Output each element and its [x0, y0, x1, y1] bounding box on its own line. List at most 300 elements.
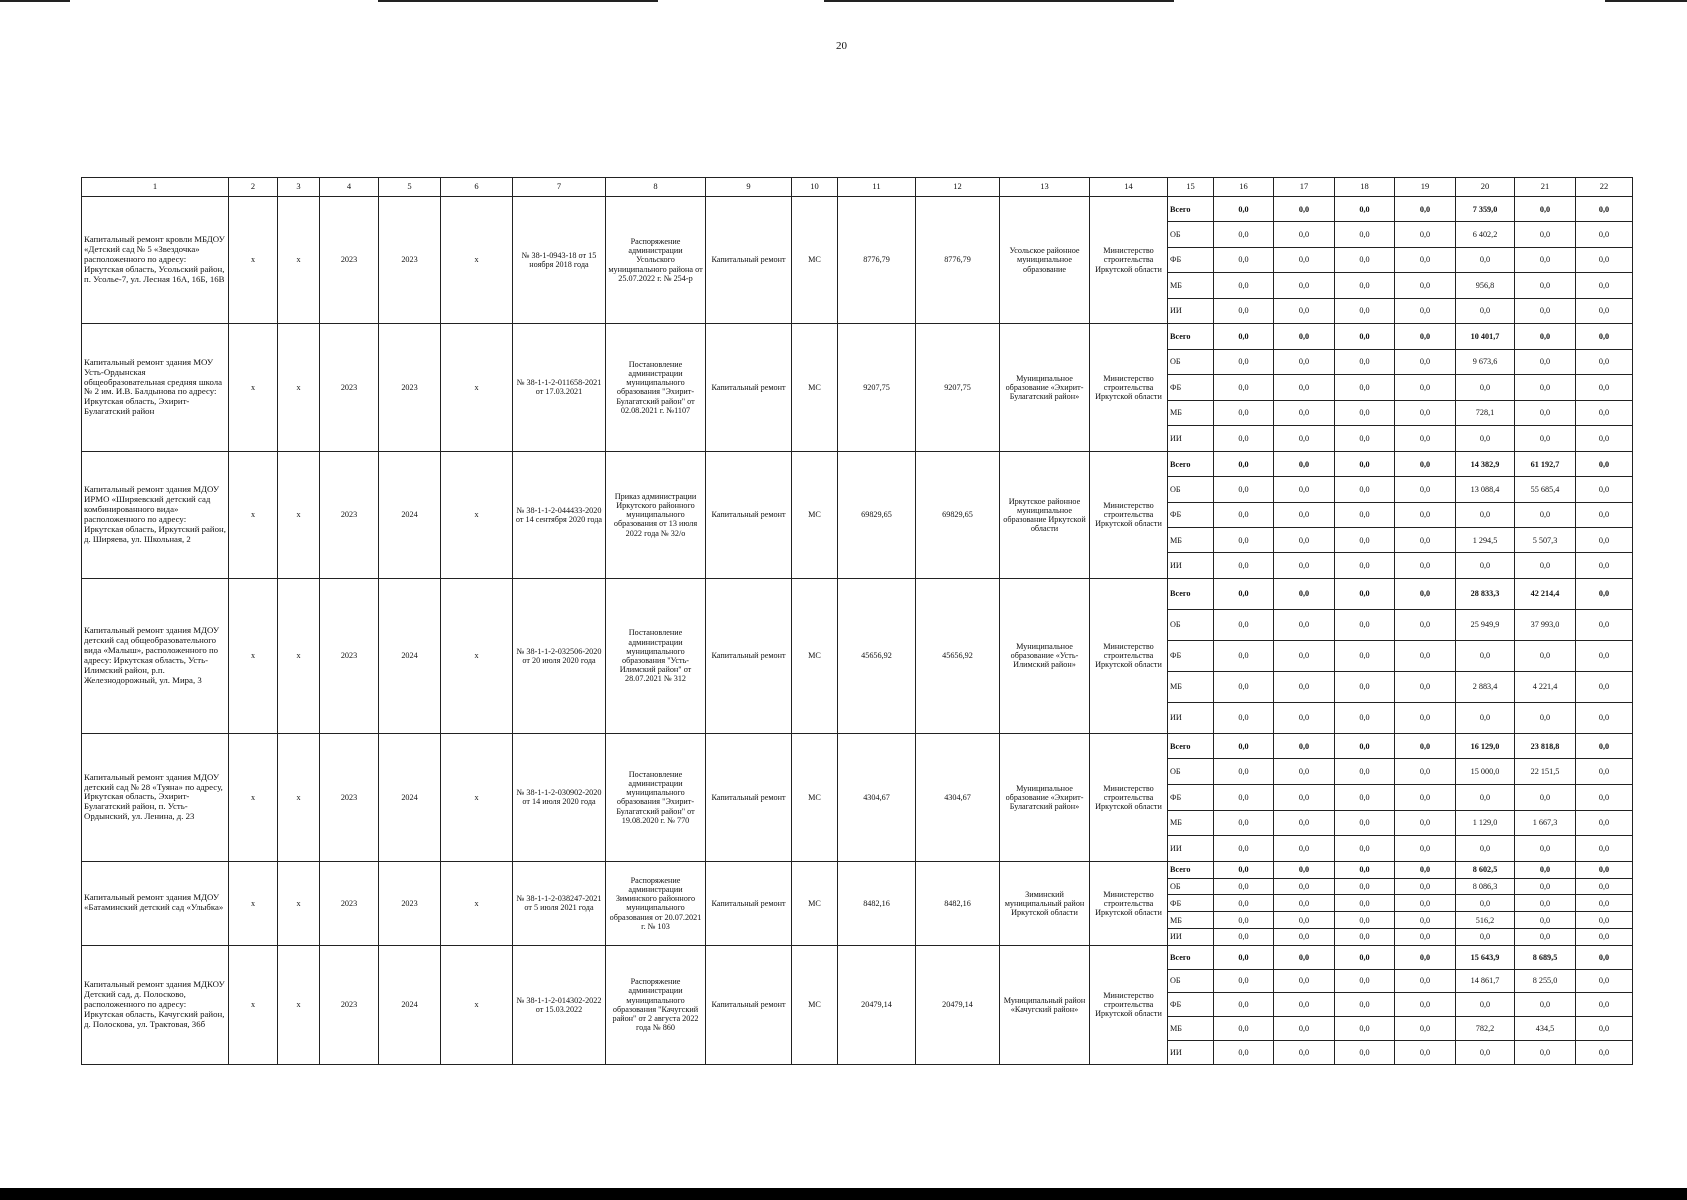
column-number: 8: [606, 178, 706, 197]
amount-cell: 0,0: [1395, 502, 1456, 527]
amount-cell: 0,0: [1214, 945, 1274, 969]
amount-cell: 0,0: [1274, 1041, 1335, 1065]
cell-c10: МС: [792, 197, 838, 324]
amount-cell: 0,0: [1214, 247, 1274, 272]
table-row: [82, 861, 1633, 878]
amount-cell: 0,0: [1274, 861, 1335, 878]
amount-cell: 0,0: [1214, 349, 1274, 375]
cell-c14: Министерство строительства Иркутской области: [1090, 323, 1168, 451]
amount-cell: 0,0: [1214, 528, 1274, 553]
amount-cell: 0,0: [1335, 578, 1395, 609]
amount-cell: 0,0: [1395, 929, 1456, 946]
amount-cell: 0,0: [1395, 810, 1456, 836]
amount-cell: 516,2: [1456, 912, 1515, 929]
cell-c12: 4304,67: [916, 733, 1000, 861]
amount-cell: 0,0: [1274, 993, 1335, 1017]
amount-cell: 0,0: [1214, 400, 1274, 426]
funding-source-cell: МБ: [1168, 671, 1214, 702]
amount-cell: 0,0: [1274, 323, 1335, 349]
cell-c12: 45656,92: [916, 578, 1000, 733]
amount-cell: 0,0: [1335, 477, 1395, 502]
amount-cell: 0,0: [1214, 477, 1274, 502]
amount-cell: 0,0: [1576, 349, 1633, 375]
amount-cell: 0,0: [1576, 993, 1633, 1017]
funding-source-cell: МБ: [1168, 1017, 1214, 1041]
amount-cell: 0,0: [1395, 993, 1456, 1017]
cell-c2: х: [229, 861, 278, 945]
amount-cell: 9 673,6: [1456, 349, 1515, 375]
amount-cell: 0,0: [1214, 861, 1274, 878]
amount-cell: 10 401,7: [1456, 323, 1515, 349]
cell-c8: Распоряжение администрации Усольского муниципального района от 25.07.2022 г. № 254-р: [606, 197, 706, 324]
column-number: 22: [1576, 178, 1633, 197]
amount-cell: 0,0: [1214, 785, 1274, 811]
amount-cell: 0,0: [1576, 426, 1633, 452]
amount-cell: 0,0: [1395, 895, 1456, 912]
amount-cell: 0,0: [1335, 426, 1395, 452]
column-number: 13: [1000, 178, 1090, 197]
object-name-cell: Капитальный ремонт здания МДОУ детский сад общеобразовательного вида «Малыш», расположенного по адресу: Иркутская область, Усть-Илимский район, р.п. Железнодорожный, ул. Мира, 3: [82, 578, 229, 733]
cell-c4: 2023: [320, 323, 379, 451]
table-row: [82, 578, 1633, 609]
cell-c12: 69829,65: [916, 451, 1000, 578]
amount-cell: 25 949,9: [1456, 609, 1515, 640]
amount-cell: 0,0: [1395, 969, 1456, 993]
amount-cell: 1 294,5: [1456, 528, 1515, 553]
amount-cell: 0,0: [1395, 528, 1456, 553]
amount-cell: 0,0: [1576, 640, 1633, 671]
amount-cell: 0,0: [1214, 426, 1274, 452]
amount-cell: 0,0: [1456, 640, 1515, 671]
amount-cell: 0,0: [1576, 528, 1633, 553]
object-name-cell: Капитальный ремонт здания МДОУ ИРМО «Ширяевский детский сад комбинированного вида» расположенного по адресу: Иркутская область, Иркутский район, д. Ширяева, ул. Школьная, 2: [82, 451, 229, 578]
column-number: 10: [792, 178, 838, 197]
cell-c13: Зиминский муниципальный район Иркутской области: [1000, 861, 1090, 945]
amount-cell: 0,0: [1395, 945, 1456, 969]
cell-c11: 20479,14: [838, 945, 916, 1064]
funding-source-cell: ФБ: [1168, 895, 1214, 912]
amount-cell: 0,0: [1576, 759, 1633, 785]
cell-c5: 2024: [379, 945, 441, 1064]
cell-c5: 2024: [379, 451, 441, 578]
amount-cell: 0,0: [1274, 1017, 1335, 1041]
column-number: 7: [513, 178, 606, 197]
amount-cell: 0,0: [1515, 993, 1576, 1017]
cell-c13: Муниципальное образование «Эхирит-Булагатский район»: [1000, 733, 1090, 861]
amount-cell: 0,0: [1274, 929, 1335, 946]
amount-cell: 0,0: [1214, 553, 1274, 578]
amount-cell: 8 086,3: [1456, 878, 1515, 895]
funding-source-cell: ФБ: [1168, 640, 1214, 671]
amount-cell: 0,0: [1395, 733, 1456, 759]
amount-cell: 0,0: [1395, 861, 1456, 878]
cell-c10: МС: [792, 323, 838, 451]
cell-c9: Капитальный ремонт: [706, 197, 792, 324]
amount-cell: 0,0: [1274, 502, 1335, 527]
amount-cell: 4 221,4: [1515, 671, 1576, 702]
cell-c6: х: [441, 945, 513, 1064]
amount-cell: 0,0: [1274, 273, 1335, 298]
amount-cell: 0,0: [1456, 247, 1515, 272]
amount-cell: 0,0: [1395, 785, 1456, 811]
amount-cell: 0,0: [1274, 702, 1335, 733]
scan-bottom-edge: [0, 1188, 1687, 1200]
amount-cell: 0,0: [1456, 836, 1515, 862]
amount-cell: 0,0: [1274, 375, 1335, 401]
amount-cell: 28 833,3: [1456, 578, 1515, 609]
amount-cell: 0,0: [1515, 895, 1576, 912]
amount-cell: 0,0: [1576, 609, 1633, 640]
amount-cell: 0,0: [1576, 895, 1633, 912]
cell-c3: х: [278, 197, 320, 324]
amount-cell: 0,0: [1515, 323, 1576, 349]
amount-cell: 0,0: [1456, 298, 1515, 323]
amount-cell: 0,0: [1214, 298, 1274, 323]
amount-cell: 0,0: [1214, 836, 1274, 862]
amount-cell: 0,0: [1576, 945, 1633, 969]
cell-c2: х: [229, 733, 278, 861]
cell-c13: Иркутское районное муниципальное образование Иркутской области: [1000, 451, 1090, 578]
amount-cell: 6 402,2: [1456, 222, 1515, 247]
funding-table: [81, 177, 1633, 1065]
amount-cell: 0,0: [1214, 197, 1274, 222]
amount-cell: 0,0: [1274, 640, 1335, 671]
amount-cell: 0,0: [1274, 836, 1335, 862]
amount-cell: 8 602,5: [1456, 861, 1515, 878]
cell-c11: 9207,75: [838, 323, 916, 451]
amount-cell: 0,0: [1214, 578, 1274, 609]
cell-c8: Распоряжение администрации муниципального образования "Качугский район" от 2 августа 2022 года № 860: [606, 945, 706, 1064]
amount-cell: 0,0: [1576, 1041, 1633, 1065]
column-number: 11: [838, 178, 916, 197]
amount-cell: 0,0: [1576, 912, 1633, 929]
amount-cell: 0,0: [1456, 426, 1515, 452]
amount-cell: 0,0: [1576, 375, 1633, 401]
cell-c14: Министерство строительства Иркутской области: [1090, 451, 1168, 578]
amount-cell: 0,0: [1335, 1017, 1395, 1041]
funding-source-cell: ФБ: [1168, 502, 1214, 527]
cell-c2: х: [229, 197, 278, 324]
amount-cell: 0,0: [1395, 197, 1456, 222]
amount-cell: 0,0: [1515, 861, 1576, 878]
cell-c12: 9207,75: [916, 323, 1000, 451]
funding-source-cell: ИИ: [1168, 836, 1214, 862]
funding-source-cell: ОБ: [1168, 222, 1214, 247]
cell-c4: 2023: [320, 197, 379, 324]
cell-c10: МС: [792, 861, 838, 945]
cell-c6: х: [441, 197, 513, 324]
cell-c8: Распоряжение администрации Зиминского районного муниципального образования от 20.07.2021 г. № 103: [606, 861, 706, 945]
amount-cell: 0,0: [1395, 222, 1456, 247]
amount-cell: 0,0: [1335, 502, 1395, 527]
amount-cell: 0,0: [1456, 1041, 1515, 1065]
funding-source-cell: МБ: [1168, 912, 1214, 929]
amount-cell: 0,0: [1274, 553, 1335, 578]
amount-cell: 0,0: [1456, 993, 1515, 1017]
amount-cell: 0,0: [1335, 400, 1395, 426]
amount-cell: 0,0: [1214, 323, 1274, 349]
amount-cell: 5 507,3: [1515, 528, 1576, 553]
amount-cell: 0,0: [1395, 451, 1456, 476]
amount-cell: 0,0: [1395, 400, 1456, 426]
amount-cell: 0,0: [1335, 836, 1395, 862]
funding-source-cell: Всего: [1168, 945, 1214, 969]
amount-cell: 0,0: [1576, 247, 1633, 272]
amount-cell: 0,0: [1515, 912, 1576, 929]
funding-source-cell: ОБ: [1168, 349, 1214, 375]
amount-cell: 0,0: [1335, 733, 1395, 759]
cell-c14: Министерство строительства Иркутской области: [1090, 197, 1168, 324]
funding-source-cell: ФБ: [1168, 785, 1214, 811]
amount-cell: 0,0: [1395, 1041, 1456, 1065]
amount-cell: 0,0: [1576, 785, 1633, 811]
cell-c11: 8482,16: [838, 861, 916, 945]
cell-c9: Капитальный ремонт: [706, 861, 792, 945]
cell-c9: Капитальный ремонт: [706, 945, 792, 1064]
amount-cell: 0,0: [1576, 273, 1633, 298]
cell-c3: х: [278, 451, 320, 578]
amount-cell: 0,0: [1395, 323, 1456, 349]
amount-cell: 0,0: [1515, 640, 1576, 671]
amount-cell: 0,0: [1515, 298, 1576, 323]
column-number: 21: [1515, 178, 1576, 197]
cell-c6: х: [441, 861, 513, 945]
cell-c9: Капитальный ремонт: [706, 323, 792, 451]
amount-cell: 0,0: [1576, 451, 1633, 476]
table-row: [82, 451, 1633, 476]
amount-cell: 14 861,7: [1456, 969, 1515, 993]
cell-c4: 2023: [320, 733, 379, 861]
cell-c3: х: [278, 945, 320, 1064]
amount-cell: 0,0: [1274, 810, 1335, 836]
column-number: 2: [229, 178, 278, 197]
amount-cell: 0,0: [1335, 861, 1395, 878]
funding-source-cell: Всего: [1168, 197, 1214, 222]
funding-source-cell: МБ: [1168, 528, 1214, 553]
amount-cell: 0,0: [1214, 993, 1274, 1017]
table-row: [82, 733, 1633, 759]
amount-cell: 0,0: [1515, 349, 1576, 375]
cell-c7: № 38-1-1-2-044433-2020 от 14 сентября 2020 года: [513, 451, 606, 578]
cell-c10: МС: [792, 451, 838, 578]
amount-cell: 0,0: [1274, 785, 1335, 811]
cell-c13: Муниципальное образование «Усть-Илимский район»: [1000, 578, 1090, 733]
amount-cell: 0,0: [1456, 553, 1515, 578]
amount-cell: 0,0: [1395, 671, 1456, 702]
amount-cell: 0,0: [1515, 785, 1576, 811]
cell-c6: х: [441, 323, 513, 451]
cell-c3: х: [278, 578, 320, 733]
amount-cell: 13 088,4: [1456, 477, 1515, 502]
funding-source-cell: ИИ: [1168, 426, 1214, 452]
amount-cell: 61 192,7: [1515, 451, 1576, 476]
cell-c10: МС: [792, 733, 838, 861]
amount-cell: 0,0: [1576, 861, 1633, 878]
cell-c7: № 38-1-1-2-014302-2022 от 15.03.2022: [513, 945, 606, 1064]
object-name-cell: Капитальный ремонт здания МДОУ «Батаминский детский сад «Улыбка»: [82, 861, 229, 945]
column-number: 17: [1274, 178, 1335, 197]
amount-cell: 0,0: [1335, 785, 1395, 811]
amount-cell: 0,0: [1576, 929, 1633, 946]
object-name-cell: Капитальный ремонт здания МОУ Усть-Ордынская общеобразовательная средняя школа № 2 им. И.В. Балдынова по адресу: Иркутская область, Эхирит-Булагатский район: [82, 323, 229, 451]
amount-cell: 0,0: [1335, 197, 1395, 222]
amount-cell: 0,0: [1335, 298, 1395, 323]
amount-cell: 0,0: [1214, 640, 1274, 671]
amount-cell: 0,0: [1576, 553, 1633, 578]
amount-cell: 0,0: [1395, 349, 1456, 375]
cell-c13: Муниципальный район «Качугский район»: [1000, 945, 1090, 1064]
funding-source-cell: МБ: [1168, 810, 1214, 836]
amount-cell: 0,0: [1576, 671, 1633, 702]
amount-cell: 0,0: [1335, 1041, 1395, 1065]
amount-cell: 0,0: [1335, 640, 1395, 671]
column-number: 15: [1168, 178, 1214, 197]
cell-c9: Капитальный ремонт: [706, 578, 792, 733]
amount-cell: 0,0: [1576, 733, 1633, 759]
funding-source-cell: ИИ: [1168, 929, 1214, 946]
column-number: 14: [1090, 178, 1168, 197]
amount-cell: 0,0: [1395, 298, 1456, 323]
funding-source-cell: Всего: [1168, 323, 1214, 349]
amount-cell: 0,0: [1576, 969, 1633, 993]
cell-c11: 45656,92: [838, 578, 916, 733]
amount-cell: 0,0: [1335, 945, 1395, 969]
funding-source-cell: Всего: [1168, 451, 1214, 476]
cell-c7: № 38-1-1-2-030902-2020 от 14 июля 2020 года: [513, 733, 606, 861]
amount-cell: 0,0: [1395, 578, 1456, 609]
amount-cell: 0,0: [1335, 349, 1395, 375]
amount-cell: 2 883,4: [1456, 671, 1515, 702]
cell-c3: х: [278, 733, 320, 861]
amount-cell: 0,0: [1335, 609, 1395, 640]
amount-cell: 0,0: [1335, 323, 1395, 349]
amount-cell: 0,0: [1335, 759, 1395, 785]
amount-cell: 0,0: [1274, 609, 1335, 640]
amount-cell: 0,0: [1214, 222, 1274, 247]
amount-cell: 22 151,5: [1515, 759, 1576, 785]
amount-cell: 0,0: [1274, 578, 1335, 609]
funding-source-cell: МБ: [1168, 273, 1214, 298]
column-number: 16: [1214, 178, 1274, 197]
object-name-cell: Капитальный ремонт здания МДОУ детский сад № 28 «Туяна» по адресу, Иркутская область, Эхирит-Булагатский район, п. Усть-Ордынский, ул. Ленина, д. 23: [82, 733, 229, 861]
cell-c5: 2023: [379, 861, 441, 945]
amount-cell: 0,0: [1576, 222, 1633, 247]
amount-cell: 0,0: [1576, 810, 1633, 836]
amount-cell: 0,0: [1576, 836, 1633, 862]
amount-cell: 0,0: [1214, 912, 1274, 929]
amount-cell: 16 129,0: [1456, 733, 1515, 759]
amount-cell: 0,0: [1515, 247, 1576, 272]
amount-cell: 0,0: [1335, 273, 1395, 298]
table-row: [82, 323, 1633, 349]
cell-c5: 2024: [379, 578, 441, 733]
amount-cell: 0,0: [1456, 929, 1515, 946]
amount-cell: 0,0: [1214, 1041, 1274, 1065]
cell-c8: Постановление администрации муниципального образования "Эхирит-Булагатский район" от 02.08.2021 г. №1107: [606, 323, 706, 451]
funding-source-cell: ФБ: [1168, 993, 1214, 1017]
amount-cell: 0,0: [1335, 810, 1395, 836]
amount-cell: 0,0: [1515, 375, 1576, 401]
amount-cell: 0,0: [1515, 400, 1576, 426]
cell-c13: Муниципальное образование «Эхирит-Булагатский район»: [1000, 323, 1090, 451]
cell-c12: 8482,16: [916, 861, 1000, 945]
cell-c8: Постановление администрации муниципального образования "Усть-Илимский район" от 28.07.2021 № 312: [606, 578, 706, 733]
column-number: 5: [379, 178, 441, 197]
amount-cell: 0,0: [1576, 1017, 1633, 1041]
amount-cell: 0,0: [1515, 502, 1576, 527]
amount-cell: 0,0: [1456, 702, 1515, 733]
cell-c6: х: [441, 451, 513, 578]
amount-cell: 0,0: [1515, 197, 1576, 222]
amount-cell: 956,8: [1456, 273, 1515, 298]
funding-source-cell: ОБ: [1168, 969, 1214, 993]
funding-source-cell: ОБ: [1168, 477, 1214, 502]
cell-c11: 4304,67: [838, 733, 916, 861]
column-number: 9: [706, 178, 792, 197]
amount-cell: 0,0: [1395, 609, 1456, 640]
amount-cell: 8 255,0: [1515, 969, 1576, 993]
amount-cell: 0,0: [1274, 759, 1335, 785]
cell-c2: х: [229, 578, 278, 733]
funding-source-cell: ИИ: [1168, 553, 1214, 578]
amount-cell: 0,0: [1335, 929, 1395, 946]
amount-cell: 0,0: [1214, 929, 1274, 946]
amount-cell: 0,0: [1335, 671, 1395, 702]
amount-cell: 0,0: [1274, 733, 1335, 759]
amount-cell: 0,0: [1274, 197, 1335, 222]
top-edge-mark: [1605, 0, 1687, 2]
column-number: 1: [82, 178, 229, 197]
cell-c14: Министерство строительства Иркутской области: [1090, 733, 1168, 861]
amount-cell: 0,0: [1395, 702, 1456, 733]
amount-cell: 0,0: [1274, 528, 1335, 553]
cell-c5: 2023: [379, 323, 441, 451]
amount-cell: 0,0: [1214, 609, 1274, 640]
amount-cell: 0,0: [1335, 528, 1395, 553]
cell-c3: х: [278, 323, 320, 451]
amount-cell: 0,0: [1214, 1017, 1274, 1041]
amount-cell: 0,0: [1515, 1041, 1576, 1065]
funding-source-cell: ИИ: [1168, 1041, 1214, 1065]
amount-cell: 0,0: [1214, 733, 1274, 759]
column-number: 18: [1335, 178, 1395, 197]
column-number-header: [82, 178, 1633, 197]
column-number: 20: [1456, 178, 1515, 197]
amount-cell: 0,0: [1576, 323, 1633, 349]
cell-c5: 2024: [379, 733, 441, 861]
funding-source-cell: ИИ: [1168, 702, 1214, 733]
amount-cell: 0,0: [1335, 912, 1395, 929]
amount-cell: 0,0: [1214, 759, 1274, 785]
cell-c10: МС: [792, 945, 838, 1064]
amount-cell: 0,0: [1274, 426, 1335, 452]
amount-cell: 728,1: [1456, 400, 1515, 426]
amount-cell: 23 818,8: [1515, 733, 1576, 759]
amount-cell: 0,0: [1214, 878, 1274, 895]
amount-cell: 0,0: [1335, 451, 1395, 476]
amount-cell: 0,0: [1274, 400, 1335, 426]
amount-cell: 0,0: [1576, 400, 1633, 426]
amount-cell: 0,0: [1395, 553, 1456, 578]
amount-cell: 0,0: [1515, 426, 1576, 452]
amount-cell: 434,5: [1515, 1017, 1576, 1041]
amount-cell: 0,0: [1395, 426, 1456, 452]
cell-c6: х: [441, 733, 513, 861]
amount-cell: 0,0: [1395, 836, 1456, 862]
amount-cell: 0,0: [1515, 836, 1576, 862]
cell-c7: № 38-1-1-2-038247-2021 от 5 июля 2021 года: [513, 861, 606, 945]
table-row: [82, 197, 1633, 222]
